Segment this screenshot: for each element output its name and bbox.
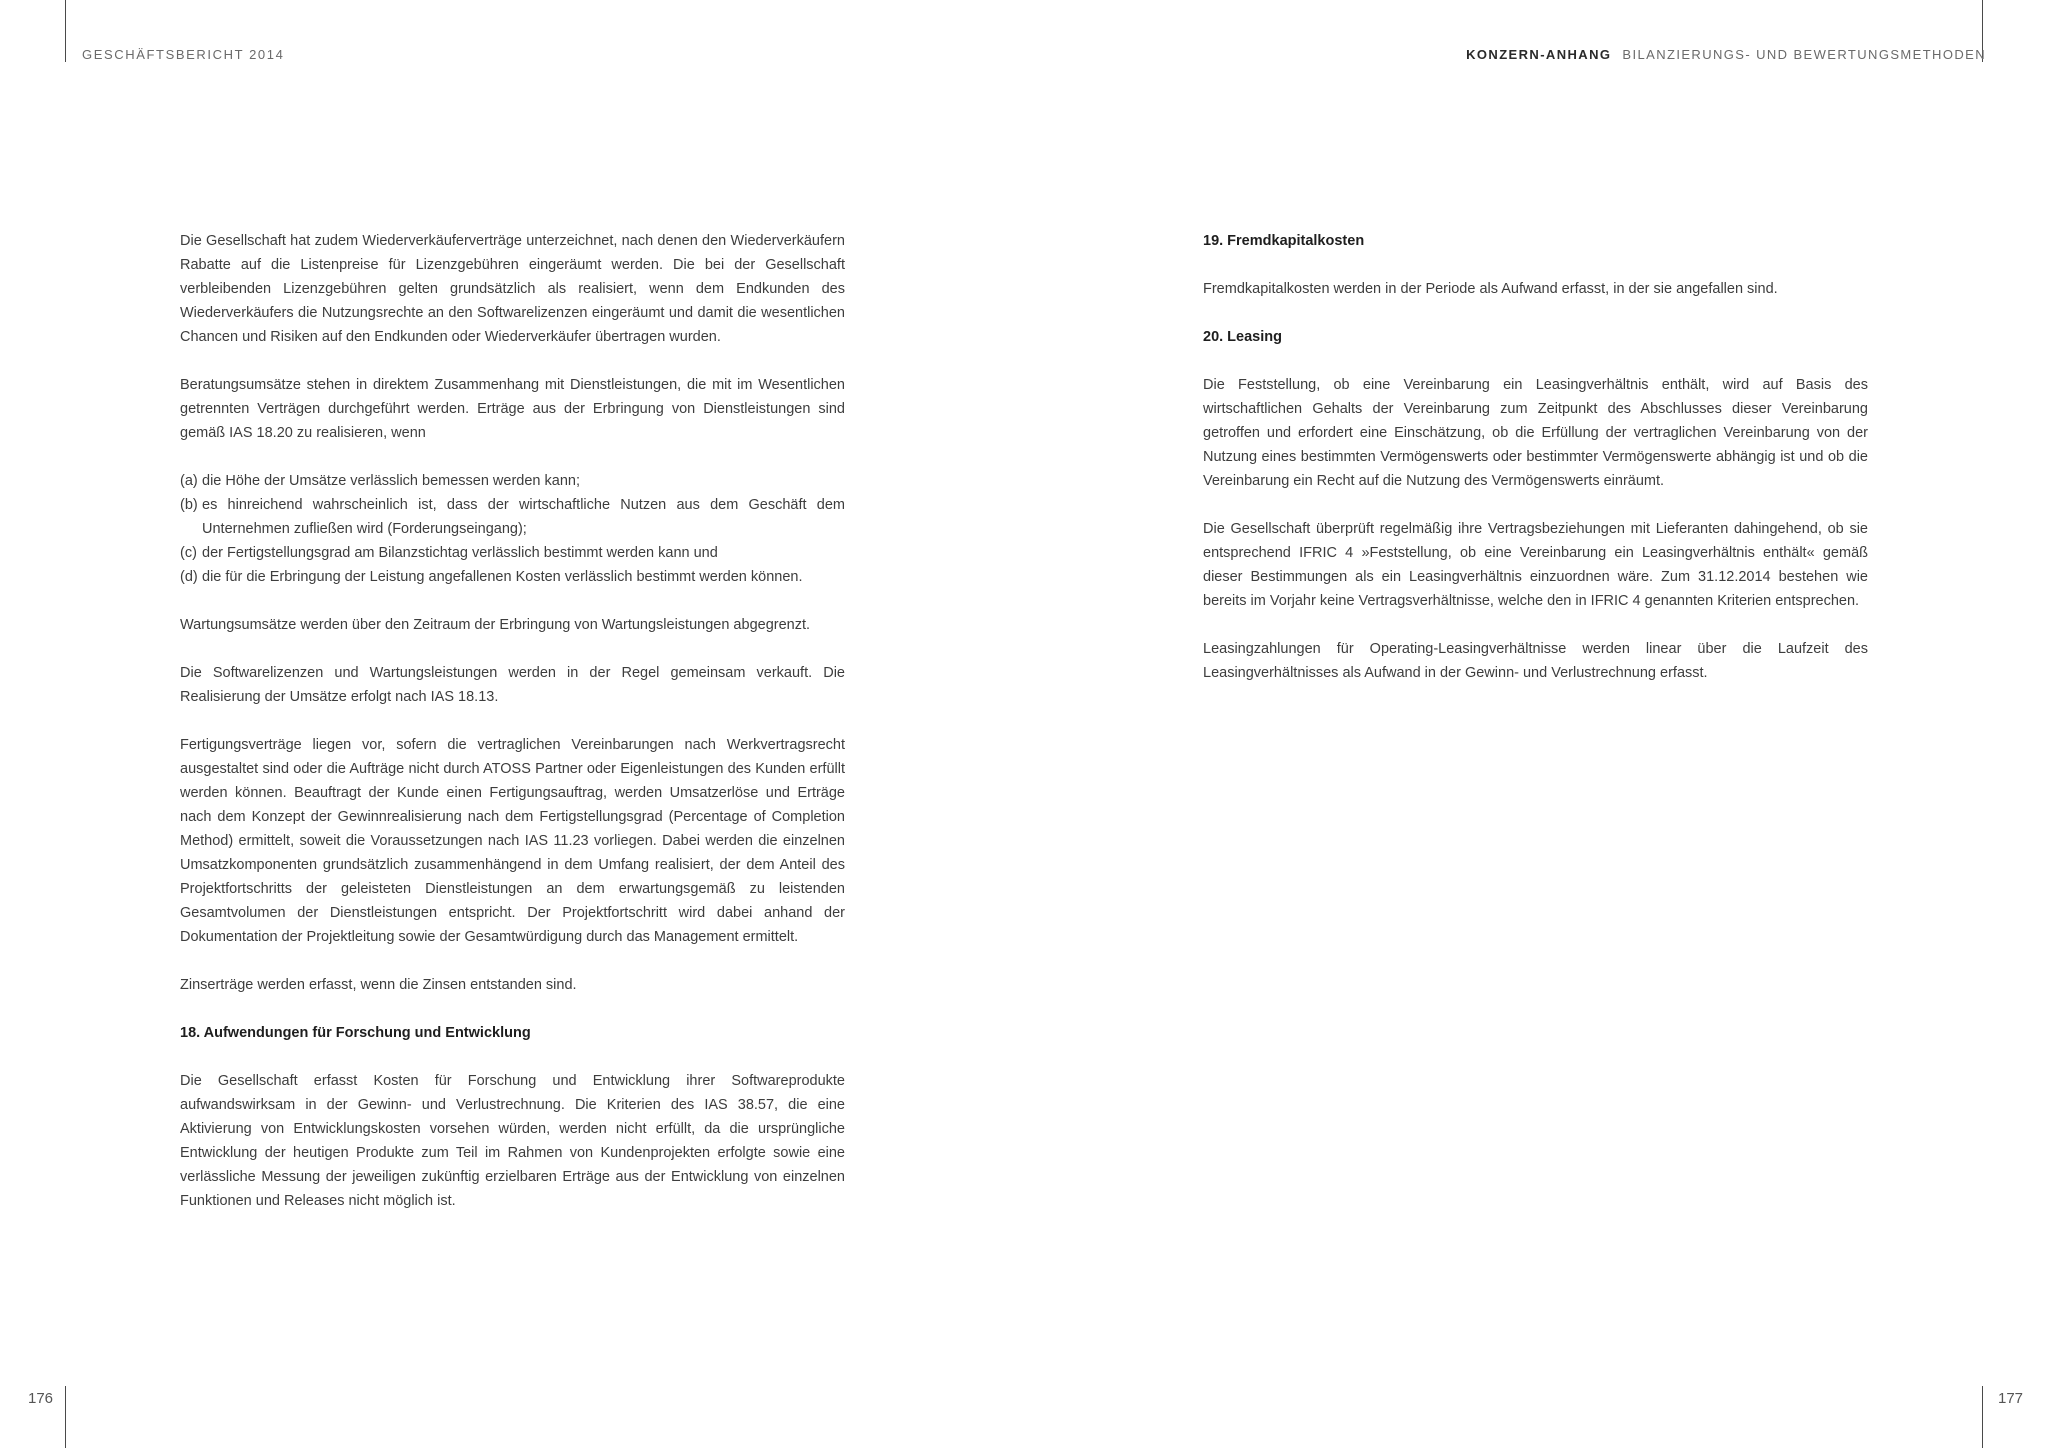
- section-heading-19: 19. Fremdkapitalkosten: [1203, 233, 1365, 249]
- paragraph: Die Feststellung, ob eine Vereinbarung ein Leasingverhältnis enthält, wird auf Basis des wirtschaftlichen Gehalts der Vereinbarung zum Zeitpunkt des Abschlusses dieser Vereinbarung getroffen und erfordert eine Einschätzung, ob die Erfüllung der vertraglichen Vereinbarung von der Nutzung eines bestimmten Vermögenswerts oder bestimmter Vermögenswerte abhängig ist und ob die Vereinbarung ein Recht auf die Nutzung des Vermögenswerts einräumt.: [1203, 377, 1868, 489]
- right-column: [1203, 229, 1868, 709]
- top-left-rule: [65, 0, 66, 62]
- left-column: [180, 229, 845, 1237]
- list-marker: (a): [180, 473, 198, 489]
- list-item-text: die für die Erbringung der Leistung angefallenen Kosten verlässlich bestimmt werden können.: [202, 569, 803, 585]
- bottom-right-rule: [1982, 1386, 1983, 1448]
- paragraph: Wartungsumsätze werden über den Zeitraum der Erbringung von Wartungsleistungen abgegrenzt.: [180, 617, 811, 633]
- paragraph: Die Gesellschaft erfasst Kosten für Forschung und Entwicklung ihrer Softwareprodukte aufwandswirksam in der Gewinn- und Verlustrechnung. Die Kriterien des IAS 38.57, die eine Aktivierung von Entwicklungskosten vorsehen würden, werden nicht erfüllt, da die ursprüngliche Entwicklung der heutigen Produkte zum Teil im Rahmen von Kundenprojekten erfolgte sowie eine verlässliche Messung der jeweiligen zukünftig erzielbaren Erträge aus der Entwicklung von einzelnen Funktionen und Releases nicht möglich ist.: [180, 1073, 845, 1209]
- section-title: KONZERN-ANHANG: [1466, 47, 1612, 62]
- list-marker: (b): [180, 497, 198, 513]
- page-number-right: 177: [1998, 1390, 2024, 1407]
- list-item: [180, 493, 845, 541]
- conditions-list: [180, 469, 845, 589]
- list-marker: (d): [180, 569, 198, 585]
- paragraph: Leasingzahlungen für Operating-Leasingverhältnisse werden linear über die Laufzeit des Leasingverhältnisses als Aufwand in der Gewinn- und Verlustrechnung erfasst.: [1203, 641, 1868, 681]
- paragraph: Die Softwarelizenzen und Wartungsleistungen werden in der Regel gemeinsam verkauft. Die Realisierung der Umsätze erfolgt nach IAS 18.13.: [180, 665, 845, 705]
- list-marker: (c): [180, 545, 197, 561]
- paragraph: Fremdkapitalkosten werden in der Periode als Aufwand erfasst, in der sie angefallen sind.: [1203, 281, 1778, 297]
- paragraph: Fertigungsverträge liegen vor, sofern die vertraglichen Vereinbarungen nach Werkvertragsrecht ausgestaltet sind oder die Aufträge nicht durch ATOSS Partner oder Eigenleistungen des Kunden erfüllt werden können. Beauftragt der Kunde einen Fertigungsauftrag, werden Umsatzerlöse und Erträge nach dem Konzept der Gewinnrealisierung nach dem Fertigstellungsgrad (Percentage of Completion Method) ermittelt, soweit die Voraussetzungen nach IAS 11.23 vorliegen. Dabei werden die einzelnen Umsatzkomponenten grundsätzlich zusammenhängend in dem Umfang realisiert, der dem Anteil des Projektfortschritts der geleisteten Dienstleistungen an dem erwartungsgemäß zu leistenden Gesamtvolumen der Dienstleistungen entspricht. Der Projektfortschritt wird dabei anhand der Dokumentation der Projektleitung sowie der Gesamtwürdigung durch das Management ermittelt.: [180, 737, 845, 945]
- report-title: GESCHÄFTSBERICHT 2014: [82, 47, 285, 62]
- paragraph: Beratungsumsätze stehen in direktem Zusammenhang mit Dienstleistungen, die mit im Wesentlichen getrennten Verträgen durchgeführt werden. Erträge aus der Erbringung von Dienstleistungen sind gemäß IAS 18.20 zu realisieren, wenn: [180, 377, 845, 441]
- list-item: [180, 541, 845, 565]
- subsection-title: BILANZIERUNGS- UND BEWERTUNGSMETHODEN: [1622, 47, 1986, 62]
- section-heading-18: 18. Aufwendungen für Forschung und Entwicklung: [180, 1025, 531, 1041]
- list-item-text: es hinreichend wahrscheinlich ist, dass der wirtschaftliche Nutzen aus dem Geschäft dem Unternehmen zufließen wird (Forderungseingang);: [202, 497, 845, 537]
- list-item: [180, 565, 845, 589]
- paragraph: Die Gesellschaft hat zudem Wiederverkäuferverträge unterzeichnet, nach denen den Wiederverkäufern Rabatte auf die Listenpreise für Lizenzgebühren eingeräumt werden. Die bei der Gesellschaft verbleibenden Lizenzgebühren gelten grundsätzlich als realisiert, wenn dem Endkunden des Wiederverkäufers die Nutzungsrechte an den Softwarelizenzen eingeräumt und damit die wesentlichen Chancen und Risiken auf den Endkunden oder Wiederverkäufer übertragen wurden.: [180, 233, 845, 345]
- list-item-text: der Fertigstellungsgrad am Bilanzstichtag verlässlich bestimmt werden kann und: [202, 545, 718, 561]
- list-item-text: die Höhe der Umsätze verlässlich bemessen werden kann;: [202, 473, 580, 489]
- section-header: [1466, 47, 1986, 62]
- section-heading-20: 20. Leasing: [1203, 329, 1282, 345]
- bottom-left-rule: [65, 1386, 66, 1448]
- paragraph: Die Gesellschaft überprüft regelmäßig ihre Vertragsbeziehungen mit Lieferanten dahingehend, ob sie entsprechend IFRIC 4 »Feststellung, ob eine Vereinbarung ein Leasingverhältnis enthält« gemäß dieser Bestimmungen als ein Leasingverhältnis einzuordnen wäre. Zum 31.12.2014 bestehen wie bereits im Vorjahr keine Vertragsverhältnisse, welche den in IFRIC 4 genannten Kriterien entsprechen.: [1203, 521, 1868, 609]
- page-number-left: 176: [28, 1390, 54, 1407]
- list-item: [180, 469, 845, 493]
- paragraph: Zinserträge werden erfasst, wenn die Zinsen entstanden sind.: [180, 977, 577, 993]
